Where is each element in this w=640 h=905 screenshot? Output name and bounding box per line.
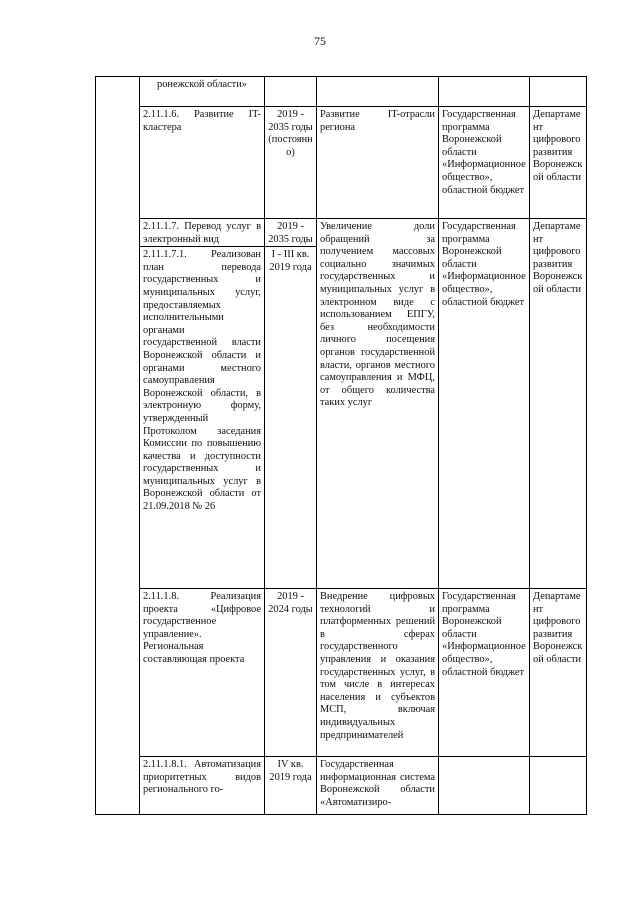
measure-name-cell: ронежской области» <box>140 77 265 107</box>
indicator-cell: Внедрение цифровых технологий и платформенных решений в сферах государственного управления и оказания государственных услуг, в том числе в интересах населения и субъектов МСП, включая индивидуальных предпринимателей <box>317 589 439 757</box>
executor-cell: Департамент цифрового развития Воронежской области <box>530 107 587 219</box>
source-cell: Государственная программа Воронежской области «Информационное общество», областной бюджет <box>439 219 530 589</box>
source-cell: Государственная программа Воронежской области «Информационное общество», областной бюджет <box>439 589 530 757</box>
measures-table <box>95 76 587 815</box>
measure-name-cell: 2.11.1.6. Развитие IT-кластера <box>140 107 265 219</box>
indicator-cell: Государственная информационная система Воронежской области «Автоматизиро- <box>317 757 439 815</box>
period-cell <box>265 77 317 107</box>
period-cell: 2019 - 2024 годы <box>265 589 317 757</box>
period-cell <box>265 219 317 589</box>
table-row <box>96 589 587 757</box>
table-row <box>96 219 587 589</box>
period-cell: 2019 - 2035 годы (постоянно) <box>265 107 317 219</box>
period-cell: IV кв. 2019 года <box>265 757 317 815</box>
measure-name-cell: 2.11.1.8.1. Автоматизация приоритетных видов регионального го- <box>140 757 265 815</box>
left-margin-cell <box>96 77 140 815</box>
indicator-cell: Увеличение доли обращений за получением массовых социально значимых государственных и муниципальных услуг в электронном виде с использованием ЕПГУ, без необходимости личного посещения органов государственной власти, органов местного самоуправления и МФЦ, от общего количества таких услуг <box>317 219 439 589</box>
measure-name: 2.11.1.7. Перевод услуг в электронный вид <box>143 221 261 245</box>
table-row <box>96 107 587 219</box>
indicator-cell: Развитие IT-отрасли региона <box>317 107 439 219</box>
period: 2019 - 2035 годы <box>268 221 313 245</box>
sub-measure-name: 2.11.1.7.1. Реализован план перевода государственных и муниципальных услуг, предоставляемых исполнительными органами государственной власти Воронежской области и органами местного самоуправления Воронежской области, в электронную форму, утвержденный Протоколом заседания Комиссии по повышению качества и доступности государственных и муниципальных услуг в Воронежской области от 21.09.2018 № 26 <box>140 246 264 513</box>
sub-period: I - III кв. 2019 года <box>265 246 316 274</box>
executor-cell: Департамент цифрового развития Воронежской области <box>530 589 587 757</box>
page-number: 75 <box>314 34 326 48</box>
source-cell <box>439 77 530 107</box>
executor-cell: Департамент цифрового развития Воронежской области <box>530 219 587 589</box>
source-cell <box>439 757 530 815</box>
executor-cell <box>530 757 587 815</box>
table-row <box>96 77 587 107</box>
executor-cell <box>530 77 587 107</box>
measure-name-cell <box>140 219 265 589</box>
table-row <box>96 757 587 815</box>
source-cell: Государственная программа Воронежской области «Информационное общество», областной бюджет <box>439 107 530 219</box>
measure-name-cell: 2.11.1.8. Реализация проекта «Цифровое государственное управление». Региональная составляющая проекта <box>140 589 265 757</box>
indicator-cell <box>317 77 439 107</box>
